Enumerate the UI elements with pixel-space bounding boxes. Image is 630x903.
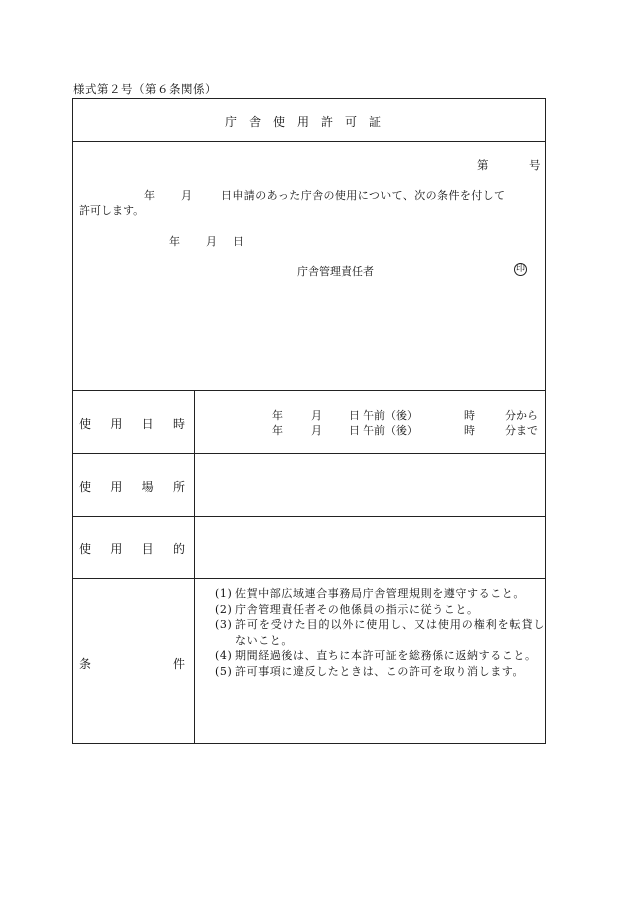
form-title: 庁舎使用許可証 xyxy=(224,115,393,129)
divider xyxy=(73,516,545,517)
conditions-list xyxy=(215,586,545,679)
condition-item: (5) 許可事項に違反したときは、この許可を取り消します。 xyxy=(215,664,525,678)
issue-month: 月 xyxy=(206,235,217,248)
application-month: 月 xyxy=(181,189,192,202)
permit-sentence-end: 許可します。 xyxy=(79,204,145,217)
manager-title: 庁舎管理責任者 xyxy=(297,265,374,278)
row-label-usage-place: 使 用 場 所 xyxy=(79,480,185,494)
divider xyxy=(73,453,545,454)
conditions-cell xyxy=(73,578,545,743)
permit-number-dai: 第 xyxy=(477,158,489,172)
seal-mark: 印 xyxy=(515,264,525,274)
permit-form-table: 庁舎使用許可証 第 号 年 月 日申請のあった庁舎の使用について、次の条件を付して 許可します。 年 月 日 庁舎管理責任者 印 使 用 日 時 年 月 日 午前（後） 時 分から 年 月 日 午前（後） 時 分まで 使 用 場 所 使 用 目 的 条 件 (1) 佐賀中部広域連合事務局庁舎管理規則を遵守すること。 (2) 庁舎管理責任者その他係員の指示に従うこと。 (3) 許可を受けた目的以外に使用し、又は使用の権利を転貸しないこと。 (4) 期間経過後は、直ちに本許可証を総務係に返納すること。 (5) 許可事項に違反したときは、この許可を取り消します。 xyxy=(72,98,546,744)
issue-year: 年 xyxy=(169,235,180,248)
condition-item: (4) 期間経過後は、直ちに本許可証を総務係に返納すること。 xyxy=(215,649,537,662)
row-label-conditions: 条 件 xyxy=(79,657,185,671)
form-number-label: 様式第２号（第６条関係） xyxy=(73,82,217,96)
condition-item: (3) 許可を受けた目的以外に使用し、又は使用の権利を転貸しないこと。 xyxy=(215,618,545,647)
row-label-usage-datetime: 使 用 日 時 xyxy=(79,417,185,431)
divider xyxy=(73,390,545,391)
row-label-usage-purpose: 使 用 目 的 xyxy=(79,542,185,556)
permit-number-go: 号 xyxy=(529,158,541,172)
application-year: 年 xyxy=(144,189,155,202)
condition-item: (1) 佐賀中部広域連合事務局庁舎管理規則を遵守すること。 xyxy=(215,587,525,600)
issue-day: 日 xyxy=(233,235,244,248)
divider xyxy=(73,141,545,142)
condition-item: (2) 庁舎管理責任者その他係員の指示に従うこと。 xyxy=(215,602,479,616)
permit-sentence: 日申請のあった庁舎の使用について、次の条件を付して xyxy=(221,189,506,202)
